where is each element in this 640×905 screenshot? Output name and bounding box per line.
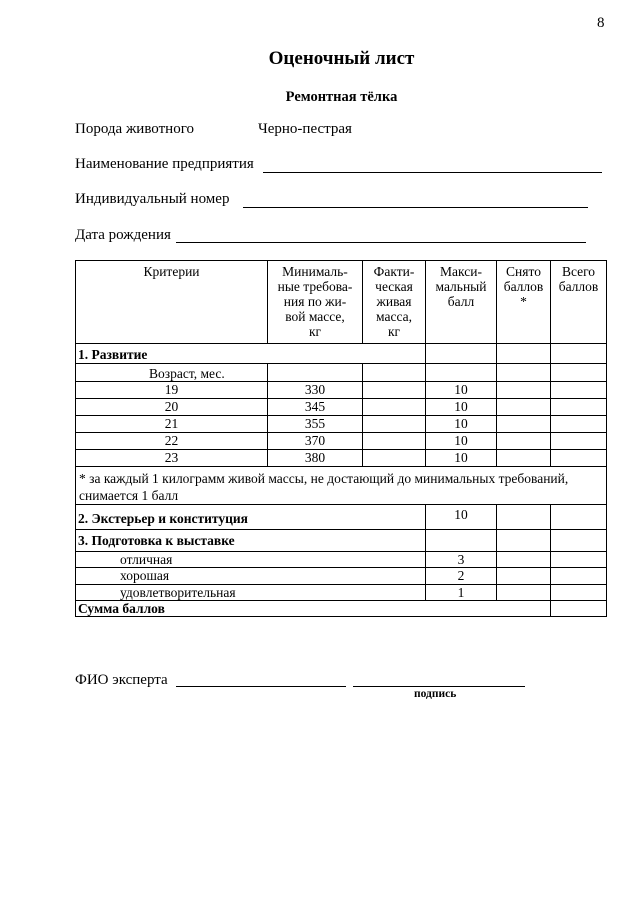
actual-weight-cell[interactable] [363,382,426,399]
total-cell[interactable] [551,568,607,585]
total-cell[interactable] [551,530,607,552]
table-row [76,399,607,416]
total-cell[interactable] [551,552,607,568]
total-cell[interactable] [551,450,607,467]
header-min-requirements: Минималь- ные требова- ния по жи- вой массе, кг [268,261,363,344]
removed-cell[interactable] [497,450,551,467]
expert-name-blank-line[interactable] [176,686,346,687]
total-cell[interactable] [551,399,607,416]
actual-weight-cell[interactable] [363,416,426,433]
show-grade-label: хорошая [76,568,426,585]
age-label: Возраст, мес. [76,364,268,382]
min-weight-value: 345 [268,399,363,416]
id-number-label: Индивидуальный номер [75,191,230,207]
min-weight-value: 380 [268,450,363,467]
age-value: 20 [76,399,268,416]
total-cell[interactable] [551,505,607,530]
age-label-row [76,364,607,382]
sum-total-cell[interactable] [551,601,607,617]
section-show-prep-row [76,530,607,552]
penalty-note: * за каждый 1 килограмм живой массы, не достающий до минимальных требований, снимается 1 балл [76,467,607,505]
max-score-value: 10 [426,450,497,467]
evaluation-table [75,260,607,617]
show-grade-label: отличная [76,552,426,568]
expert-name-label: ФИО эксперта [75,672,168,688]
header-removed-points: Снято баллов * [497,261,551,344]
table-row [76,585,607,601]
document-subtitle: Ремонтная тёлка [285,89,398,105]
table-row [76,568,607,585]
age-value: 19 [76,382,268,399]
sum-label: Сумма баллов [76,601,551,617]
actual-weight-cell[interactable] [363,399,426,416]
table-row [76,552,607,568]
actual-weight-cell[interactable] [363,364,426,382]
section-development-label: 1. Развитие [76,344,426,364]
header-criteria: Критерии [76,261,268,344]
removed-cell[interactable] [497,364,551,382]
min-weight-value: 355 [268,416,363,433]
max-score-value: 10 [426,416,497,433]
max-score-value: 2 [426,568,497,585]
total-cell[interactable] [551,585,607,601]
removed-cell[interactable] [497,568,551,585]
enterprise-blank-line[interactable] [263,172,602,173]
max-score-value: 1 [426,585,497,601]
removed-cell[interactable] [497,399,551,416]
removed-cell[interactable] [497,382,551,399]
show-grade-label: удовлетворительная [76,585,426,601]
header-actual-weight: Факти- ческая живая масса, кг [363,261,426,344]
age-value: 22 [76,433,268,450]
removed-cell[interactable] [497,552,551,568]
removed-cell[interactable] [497,416,551,433]
breed-value: Черно-пестрая [258,121,352,137]
total-cell[interactable] [551,364,607,382]
section-exterior-label: 2. Экстерьер и конституция [76,505,426,530]
note-row [76,467,607,505]
removed-cell[interactable] [497,585,551,601]
table-row [76,416,607,433]
table-row [76,433,607,450]
total-cell[interactable] [551,433,607,450]
section-development-row [76,344,607,364]
page-number: 8 [597,15,605,31]
max-score-value: 10 [426,399,497,416]
header-max-score: Макси- мальный балл [426,261,497,344]
breed-label: Порода животного [75,121,194,137]
sum-row [76,601,607,617]
id-number-blank-line[interactable] [243,207,588,208]
total-cell[interactable] [551,382,607,399]
total-cell[interactable] [551,416,607,433]
max-score-value: 3 [426,552,497,568]
section-show-prep-label: 3. Подготовка к выставке [76,530,426,552]
max-score-value: 10 [426,505,497,530]
max-score-value: 10 [426,433,497,450]
birth-date-label: Дата рождения [75,227,171,243]
section-exterior-row [76,505,607,530]
removed-cell[interactable] [497,505,551,530]
actual-weight-cell[interactable] [363,450,426,467]
actual-weight-cell[interactable] [363,433,426,450]
age-value: 23 [76,450,268,467]
signature-blank-line[interactable] [353,686,525,687]
table-header-row [76,261,607,344]
total-cell[interactable] [551,344,607,364]
min-weight-value: 370 [268,433,363,450]
header-total-points: Всего баллов [551,261,607,344]
min-weight-value: 330 [268,382,363,399]
document-title: Оценочный лист [268,48,415,69]
table-row [76,382,607,399]
age-value: 21 [76,416,268,433]
removed-cell[interactable] [497,344,551,364]
table-row [76,450,607,467]
removed-cell[interactable] [497,433,551,450]
enterprise-label: Наименование предприятия [75,156,254,172]
birth-date-blank-line[interactable] [176,242,586,243]
max-score-value: 10 [426,382,497,399]
removed-cell[interactable] [497,530,551,552]
signature-caption: подпись [414,688,457,700]
